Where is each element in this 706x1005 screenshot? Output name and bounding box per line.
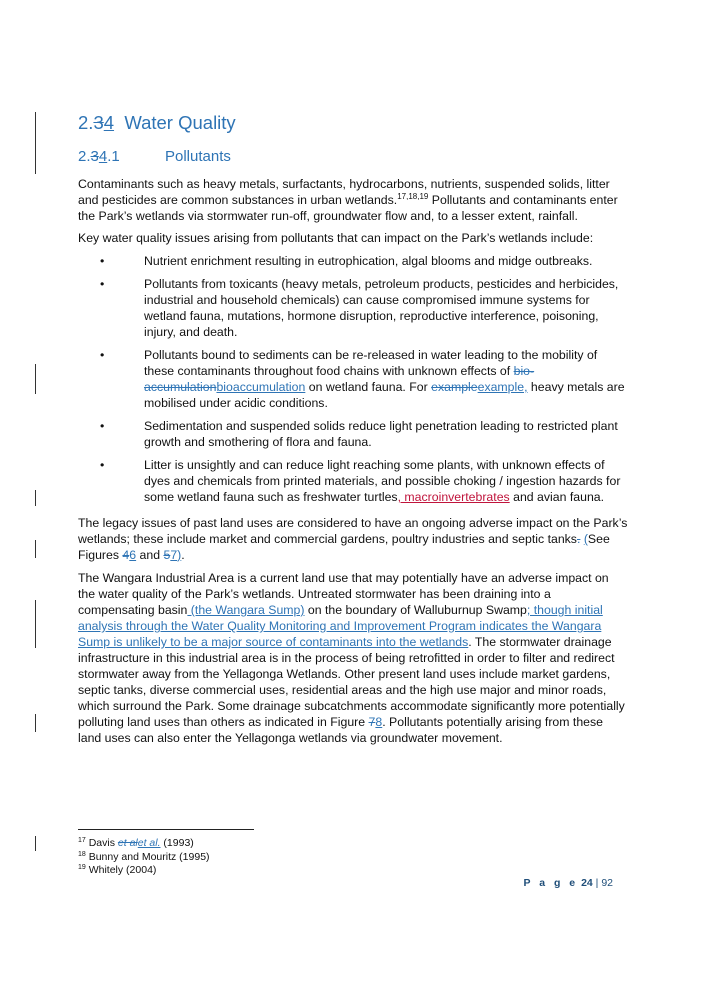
revision-deleted: 5 xyxy=(163,548,171,562)
revision-deleted: et al xyxy=(117,837,138,849)
footnote-separator xyxy=(78,829,254,830)
revision-deleted: 3 xyxy=(90,148,99,165)
revision-inserted: (the Wangara Sump) xyxy=(187,603,305,617)
footnote-reference: 17,18,19 xyxy=(397,192,429,201)
revision-inserted: et al. xyxy=(137,837,161,849)
change-bar-p4a xyxy=(35,600,36,648)
bullet-marker: • xyxy=(100,348,105,362)
subsection-heading: 2.34.1 Pollutants xyxy=(78,148,231,165)
bullet-marker: • xyxy=(100,458,105,472)
list-item: • Nutrient enrichment resulting in eutrophication, algal blooms and midge outbreaks. xyxy=(100,254,593,268)
revision-deleted: 7 xyxy=(368,715,376,729)
revision-inserted: , macroinvertebrates xyxy=(397,490,510,504)
footnote-18: $^{18}$ Bunny and Mouritz (1995) xyxy=(78,851,210,863)
revision-inserted: ; though initial analysis through the Water Quality Monitoring and Improvement Program indicates the Wangara Sump is unlikely to be a major source of contaminants into the wetlands xyxy=(78,603,603,649)
paragraph-key-issues: Key water quality issues arising from pollutants that can impact on the Park’s wetlands include: xyxy=(78,231,594,245)
revision-inserted: ) xyxy=(177,548,182,562)
revision-inserted: 4 xyxy=(98,148,108,165)
change-bar-bullet3 xyxy=(35,364,36,394)
revision-inserted: 4 xyxy=(103,112,115,133)
change-bar-p4b xyxy=(35,714,36,732)
issues-list xyxy=(78,253,628,512)
change-bar-bullet5 xyxy=(35,490,36,506)
paragraph-contaminants: Contaminants such as heavy metals, surfactants, hydrocarbons, nutrients, suspended solids, litter and pesticides are common substances in urban wetlands.$^{17,18,19}$ Pollutants and contaminants enter the Park’s wetlands via stormwater run-off, groundwater flow and, to a lesser extent, rainfall. xyxy=(78,177,618,223)
paragraph-legacy-issues: The legacy issues of past land uses are considered to have an ongoing adverse impact on the Park’s wetlands; these include market and commercial gardens, poultry industries and septic tanks. (See Figures 46 and 57). xyxy=(78,516,628,562)
revision-inserted: ( xyxy=(583,532,588,546)
revision-deleted: . xyxy=(576,532,581,546)
bullet-marker: • xyxy=(100,254,105,268)
list-item: • Sedimentation and suspended solids reduce light penetration leading to restricted plant growth and smothering of flora and fauna. xyxy=(100,419,618,449)
revision-deleted: example xyxy=(431,380,478,394)
bullet-marker: • xyxy=(100,277,105,291)
figure-link[interactable]: 6 xyxy=(129,548,137,562)
revision-deleted: 3 xyxy=(93,112,104,133)
change-bar-p3 xyxy=(35,540,36,558)
change-bar-heading xyxy=(35,112,36,174)
list-item: • Pollutants bound to sediments can be re-released in water leading to the mobility of these contaminants throughout food chains with unknown effects of bio-accumulationbioaccumulation on wetland fauna. For exampleexample, heavy metals are mobilised under acidic conditions. xyxy=(100,348,625,410)
figure-link[interactable]: 7 xyxy=(170,548,178,562)
bullet-marker: • xyxy=(100,419,105,433)
list-item: • Litter is unsightly and can reduce light reaching some plants, with unknown effects of dyes and chemicals from printed materials, and possible choking / ingestion hazards for some wetland fauna such as freshwater turtles, macroinvertebrates and avian fauna. xyxy=(100,458,621,504)
section-title: Water Quality xyxy=(124,112,236,133)
revision-inserted: example, xyxy=(477,380,528,394)
footnote-17: $^{17}$ Davis et alet al. (1993) xyxy=(78,837,194,849)
page-number: P a g e 24 | 92 xyxy=(523,877,613,889)
list-item: • Pollutants from toxicants (heavy metals, petroleum products, pesticides and herbicides, industrial and household chemicals) can cause compromised immune systems for wetland fauna, mutations, hormone disruption, reproductive interference, poisoning, injury, and death. xyxy=(100,277,619,339)
revision-inserted: bioaccumulation xyxy=(216,380,306,394)
change-bar-footnote xyxy=(35,836,36,851)
current-page: 24 xyxy=(581,877,593,889)
figure-link[interactable]: 8 xyxy=(375,715,383,729)
section-heading: 2.34 Water Quality xyxy=(78,112,236,133)
footnote-19: $^{19}$ Whitely (2004) xyxy=(78,864,157,876)
revision-deleted: 4 xyxy=(122,548,130,562)
revision-deleted: bio-accumulation xyxy=(144,364,535,394)
total-pages: 92 xyxy=(601,877,613,889)
paragraph-wangara: The Wangara Industrial Area is a current land use that may potentially have an adverse impact on the water quality of the Park’s wetlands. Untreated stormwater has been draining into a compensating basin (the Wangara Sump) on the boundary of Walluburnup Swamp; though initial analysis through the Water Quality Monitoring and Improvement Program indicates the Wangara Sump is unlikely to be a major source of contaminants into the wetlands. The stormwater drainage infrastructure in this industrial area is in the process of being retrofitted in order to filter and redirect stormwater away from the Yellagonga Wetlands. Other present land uses include market gardens, septic tanks, diverse commercial uses, residential areas and the high use major and minor roads, which surround the Park. Some drainage subcatchments accommodate significantly more potentially polluting land uses than others as indicated in Figure 78. Pollutants potentially arising from these land uses can also enter the Yellagonga wetlands via groundwater movement. xyxy=(78,571,625,745)
subsection-title: Pollutants xyxy=(165,148,231,165)
